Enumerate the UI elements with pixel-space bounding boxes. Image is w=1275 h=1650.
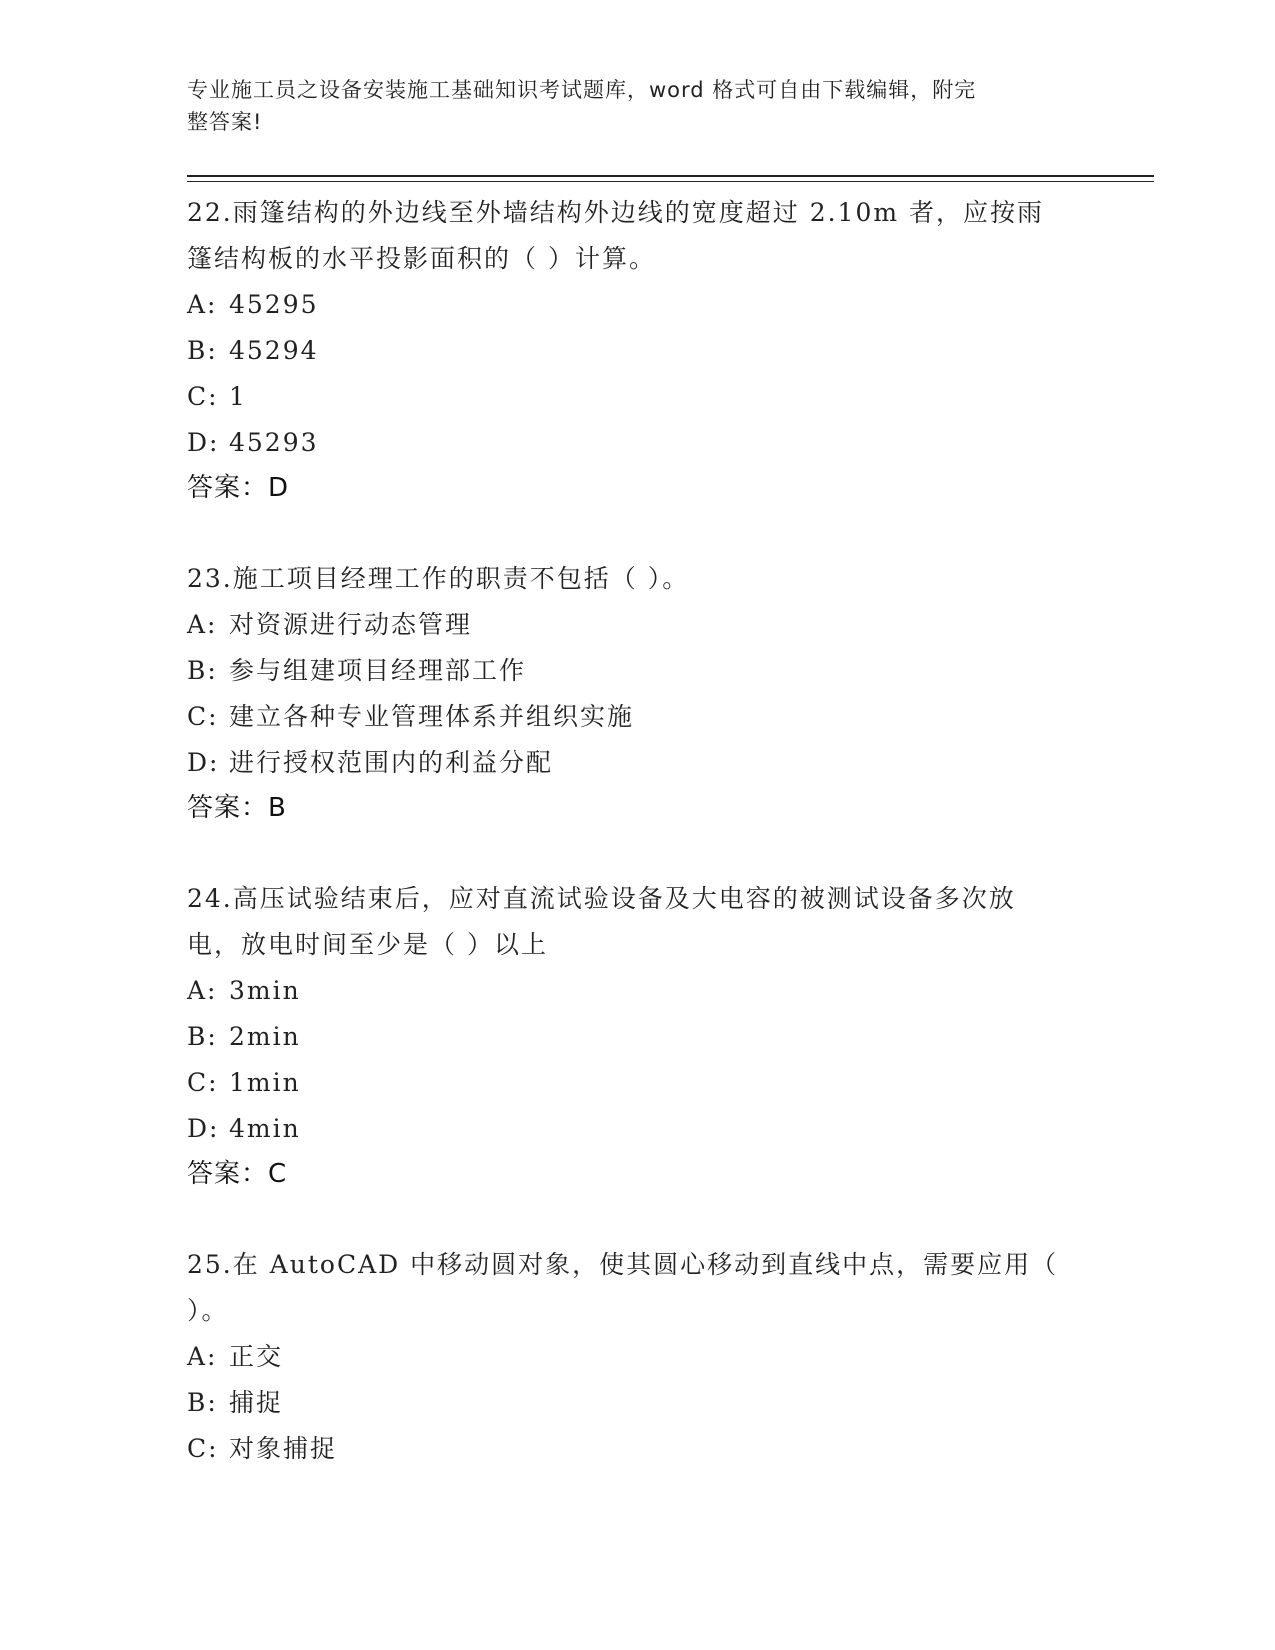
- option-c: [187, 694, 1087, 740]
- header-divider-thin: [187, 181, 1154, 182]
- question-22: [187, 190, 1087, 510]
- option-b: [187, 648, 1087, 694]
- option-letter: D:: [187, 748, 220, 777]
- option-letter: A:: [187, 290, 218, 319]
- option-letter: B:: [187, 656, 218, 685]
- option-text: 4min: [229, 1114, 301, 1143]
- option-a: [187, 282, 1087, 328]
- option-a: [187, 602, 1087, 648]
- question-stem-line: 24.高压试验结束后，应对直流试验设备及大电容的被测试设备多次放: [187, 884, 1016, 913]
- option-text: 1: [229, 382, 247, 411]
- option-letter: D:: [187, 1114, 220, 1143]
- option-text: 捕捉: [229, 1388, 284, 1417]
- question-stem-line: 23.施工项目经理工作的职责不包括（ ）。: [187, 564, 690, 593]
- answer-line: 答案：B: [187, 793, 287, 823]
- question-stem-line: 电，放电时间至少是（ ）以上: [187, 930, 548, 959]
- option-c: [187, 374, 1087, 420]
- option-a: [187, 968, 1087, 1014]
- option-a: [187, 1334, 1087, 1380]
- option-text: 参与组建项目经理部工作: [229, 656, 527, 685]
- option-letter: A:: [187, 976, 218, 1005]
- option-letter: C:: [187, 382, 219, 411]
- option-letter: C:: [187, 1434, 219, 1463]
- question-23: [187, 556, 1087, 830]
- option-c: [187, 1426, 1087, 1472]
- question-stem-line: 25.在 AutoCAD 中移动圆对象，使其圆心移动到直线中点，需要应用（: [187, 1250, 1059, 1279]
- option-c: [187, 1060, 1087, 1106]
- question-stem-line: ）。: [187, 1296, 229, 1325]
- option-text: 建立各种专业管理体系并组织实施: [229, 702, 635, 731]
- option-letter: A:: [187, 610, 218, 639]
- option-d: [187, 740, 1087, 786]
- option-text: 正交: [229, 1342, 284, 1371]
- option-text: 45294: [229, 336, 319, 365]
- question-24: [187, 876, 1087, 1196]
- option-letter: B:: [187, 1388, 218, 1417]
- option-letter: A:: [187, 1342, 218, 1371]
- answer-line: 答案：D: [187, 473, 290, 503]
- intro-line-2: 整答案!: [187, 110, 263, 134]
- question-stem-line: 22.雨篷结构的外边线至外墙结构外边线的宽度超过 2.10m 者，应按雨: [187, 198, 1045, 227]
- option-b: [187, 1380, 1087, 1426]
- question-25: [187, 1242, 1087, 1472]
- option-text: 对象捕捉: [229, 1434, 338, 1463]
- question-stem-line: 篷结构板的水平投影面积的（ ）计算。: [187, 244, 656, 273]
- option-d: [187, 420, 1087, 466]
- option-b: [187, 328, 1087, 374]
- option-text: 对资源进行动态管理: [229, 610, 473, 639]
- option-text: 45293: [229, 428, 319, 457]
- option-letter: B:: [187, 1022, 218, 1051]
- option-text: 45295: [229, 290, 319, 319]
- document-intro: [187, 74, 1067, 138]
- option-text: 2min: [229, 1022, 301, 1051]
- header-divider-thick: [187, 175, 1154, 177]
- question-list: [187, 190, 1087, 1518]
- option-letter: C:: [187, 702, 219, 731]
- option-letter: D:: [187, 428, 220, 457]
- option-text: 1min: [229, 1068, 301, 1097]
- option-text: 进行授权范围内的利益分配: [229, 748, 554, 777]
- answer-line: 答案：C: [187, 1159, 288, 1189]
- option-letter: C:: [187, 1068, 219, 1097]
- option-b: [187, 1014, 1087, 1060]
- option-d: [187, 1106, 1087, 1152]
- intro-line-1: 专业施工员之设备安装施工基础知识考试题库，word 格式可自由下载编辑，附完: [187, 78, 977, 102]
- option-text: 3min: [229, 976, 301, 1005]
- option-letter: B:: [187, 336, 218, 365]
